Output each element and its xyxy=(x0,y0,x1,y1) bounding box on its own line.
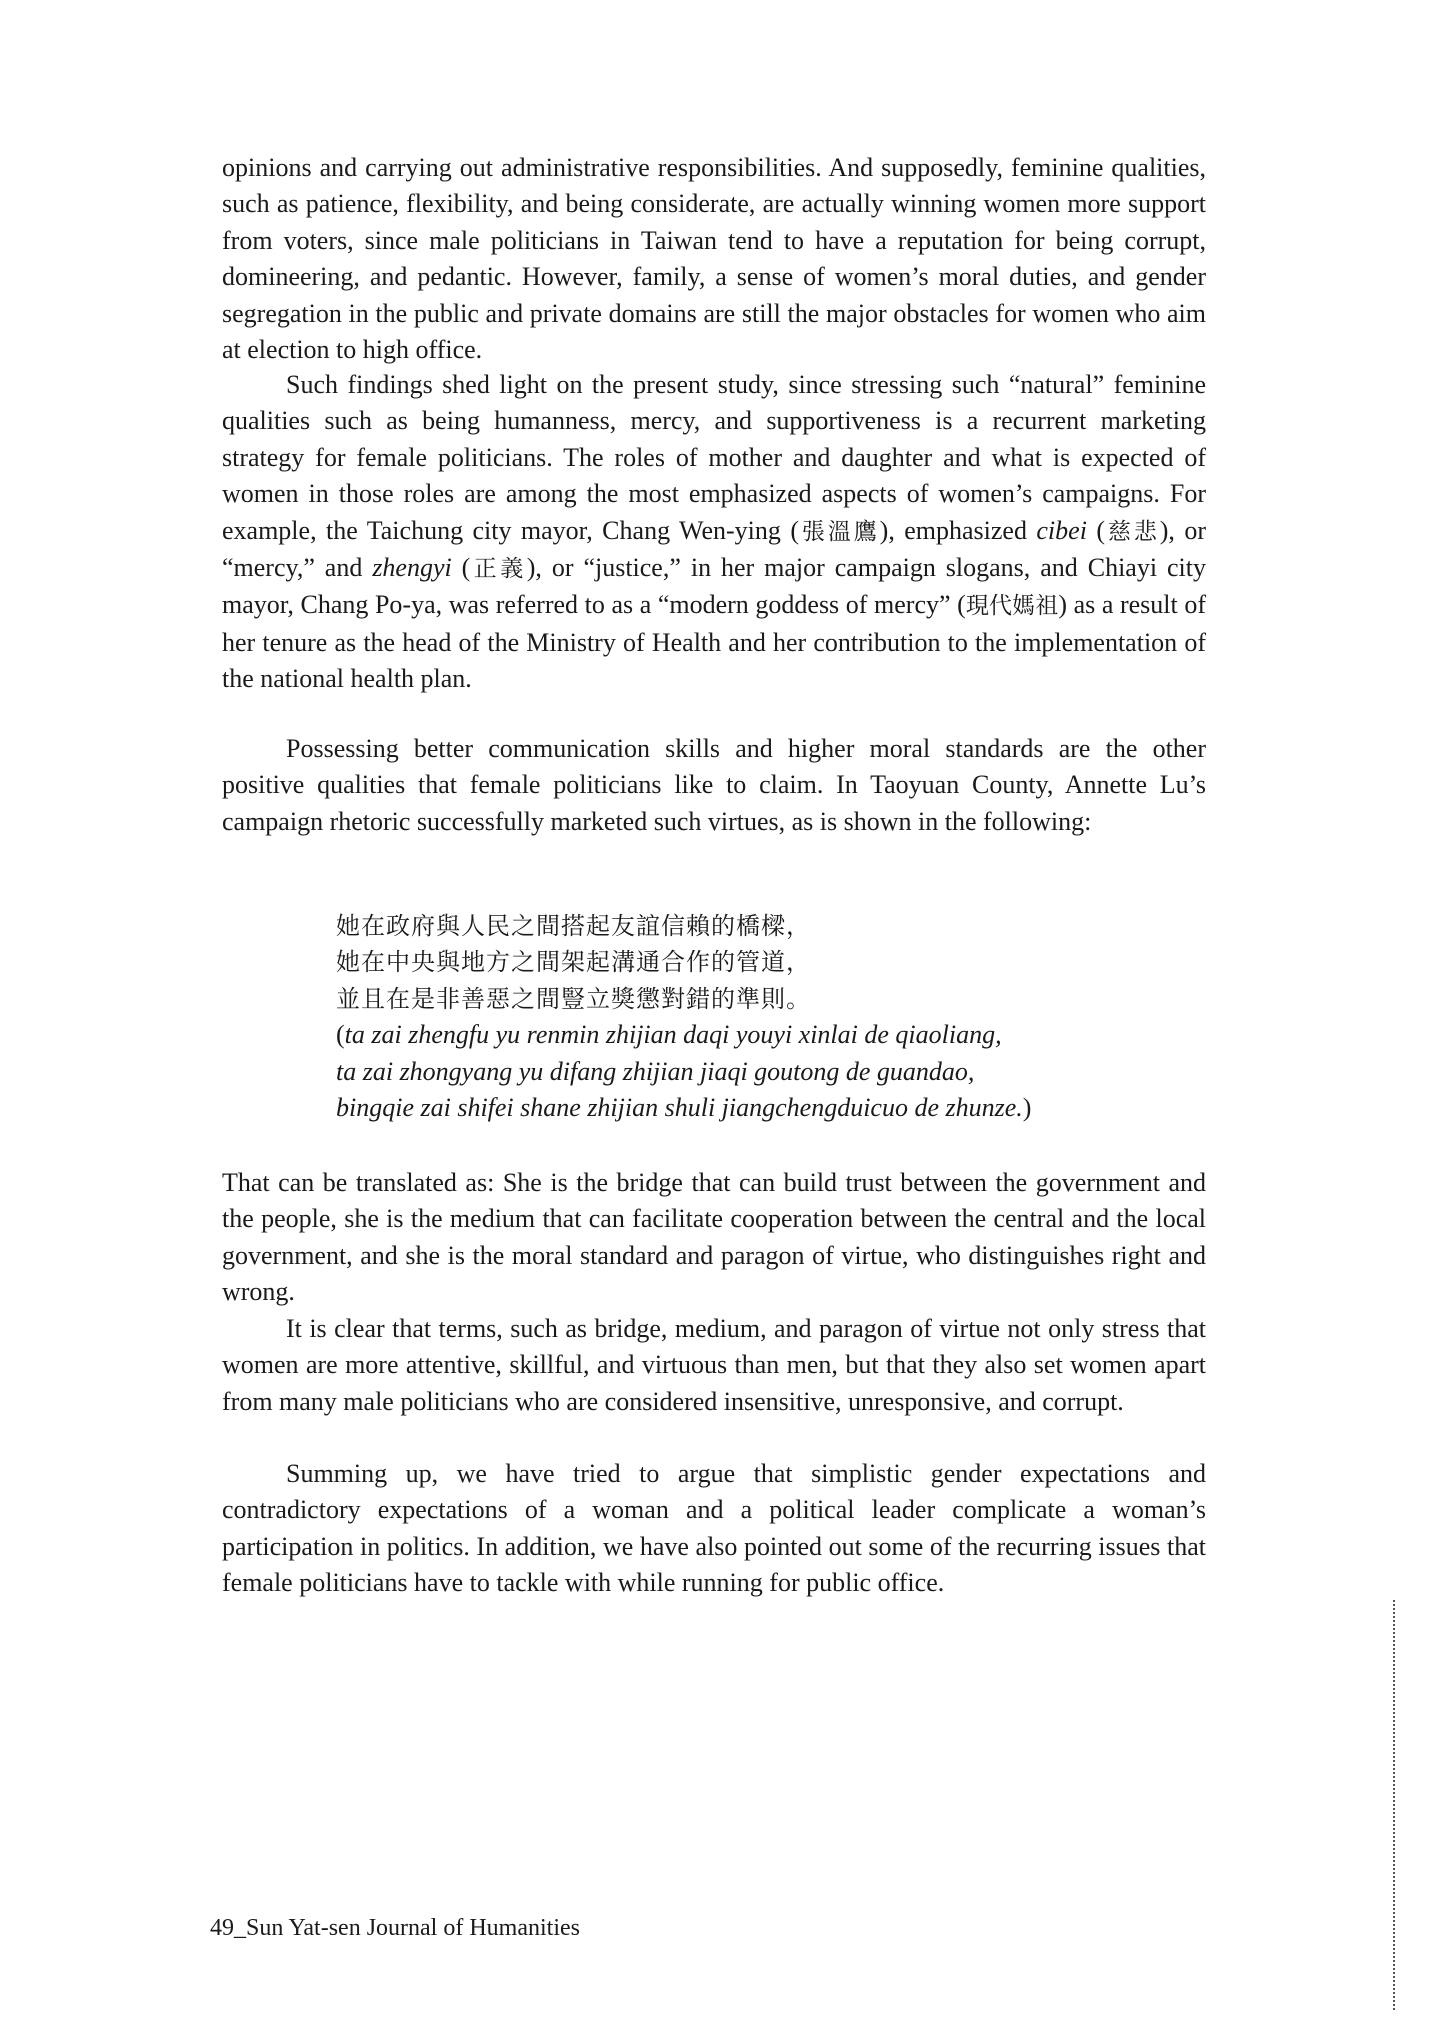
paragraph-2-text-f: ), or “justice,” in her major campaign slogans, and Chiayi city mayor, Chang Po-ya, was referred to as a “modern goddess of mercy” ( xyxy=(222,553,1206,620)
quote-chinese-line-1: 她在政府與人民之間搭起友誼信賴的橋樑， xyxy=(336,912,811,940)
paragraph-4-text: That can be translated as: She is the bridge that can build trust between the government and the people, she is the medium that can facilitate cooperation between the central and the local government, and she is the moral standard and paragon of virtue, who distinguishes right and wrong. xyxy=(222,1168,1206,1307)
term-zhengyi: zhengyi xyxy=(372,553,452,583)
paragraph-5-text: It is clear that terms, such as bridge, medium, and paragon of virtue not only stress that women are more attentive, skillful, and virtuous than men, but that they also set women apart from many male politicians who are considered insensitive, unresponsive, and corrupt. xyxy=(222,1314,1206,1416)
quote-close-paren: ) xyxy=(1022,1093,1032,1123)
paragraph-1-text: opinions and carrying out administrative responsibilities. And supposedly, feminine qualities, such as patience, flexibility, and being considerate, are actually winning women more support from voters, since male politicians in Taiwan tend to have a reputation for being corrupt, domineering, and pedantic. However, family, a sense of women’s moral duties, and gender segregation in the public and private domains are still the major obstacles for women who aim at election to high office. xyxy=(222,153,1206,365)
quote-pinyin-line-2: ta zai zhongyang yu difang zhijian jiaqi goutong de guandao, xyxy=(336,1056,975,1086)
quote-pinyin-text-3: bingqie zai shifei shane zhijian shuli jiangchengduicuo de zhunze. xyxy=(336,1093,1023,1123)
paragraph-3 xyxy=(222,731,1206,840)
chinese-name-chang-wen-ying: 張溫鷹 xyxy=(798,518,880,545)
quote-chinese-line-2: 她在中央與地方之間架起溝通合作的管道， xyxy=(336,948,811,977)
paragraph-6-text: Summing up, we have tried to argue that simplistic gender expectations and contradictory expectations of a woman and a political leader complicate a woman’s participation in politics. In addition, we have also pointed out some of the recurring issues that female politicians have to tackle with while running for public office. xyxy=(222,1459,1206,1598)
quote-pinyin-text-1: ta zai zhengfu yu renmin zhijian daqi youyi xinlai de qiaoliang, xyxy=(344,1020,1002,1050)
paragraph-2-text-b: ), emphasized xyxy=(879,515,1037,545)
quote-chinese-line-3: 並且在是非善惡之間豎立獎懲對錯的準則。 xyxy=(336,984,811,1013)
paragraph-1 xyxy=(222,150,1206,368)
paragraph-2-text-e: ( xyxy=(451,553,471,583)
quote-pinyin-line-3 xyxy=(336,1090,1206,1126)
paragraph-6 xyxy=(222,1456,1206,1602)
chinese-term-justice: 正義 xyxy=(470,556,527,583)
chinese-term-mercy: 慈悲 xyxy=(1105,518,1160,545)
page-footer: 49_Sun Yat-sen Journal of Humanities xyxy=(210,1915,580,1941)
quote-open-paren: ( xyxy=(336,1020,345,1050)
paragraph-4 xyxy=(222,1165,1206,1311)
paragraph-2-text-c: ( xyxy=(1086,515,1105,545)
paragraph-2-text-g: ) as a result of her tenure as the head of the Ministry of Health and her contribution to the implementation of the national health plan. xyxy=(222,590,1207,694)
paragraph-2 xyxy=(222,367,1206,698)
campaign-quote xyxy=(336,908,1206,1126)
term-cibei: cibei xyxy=(1036,515,1087,545)
paragraph-2-text-d: ), or “mercy,” and xyxy=(222,515,1206,583)
quote-pinyin-line-1 xyxy=(336,1017,1206,1053)
scan-edge-artifact xyxy=(1393,1600,1395,2010)
paragraph-5 xyxy=(222,1311,1206,1420)
chinese-term-goddess: 現代媽祖 xyxy=(965,593,1059,620)
paragraph-2-text-a: Such findings shed light on the present study, since stressing such “natural” feminine qualities such as being humanness, mercy, and supportiveness is a recurrent marketing strategy for female politicians. The roles of mother and daughter and what is expected of women in those roles are among the most emphasized aspects of women’s campaigns. For example, the Taichung city mayor, Chang Wen-ying ( xyxy=(222,370,1206,545)
paragraph-3-text: Possessing better communication skills and higher moral standards are the other positive qualities that female politicians like to claim. In Taoyuan County, Annette Lu’s campaign rhetoric successfully marketed such virtues, as is shown in the following: xyxy=(222,734,1206,836)
